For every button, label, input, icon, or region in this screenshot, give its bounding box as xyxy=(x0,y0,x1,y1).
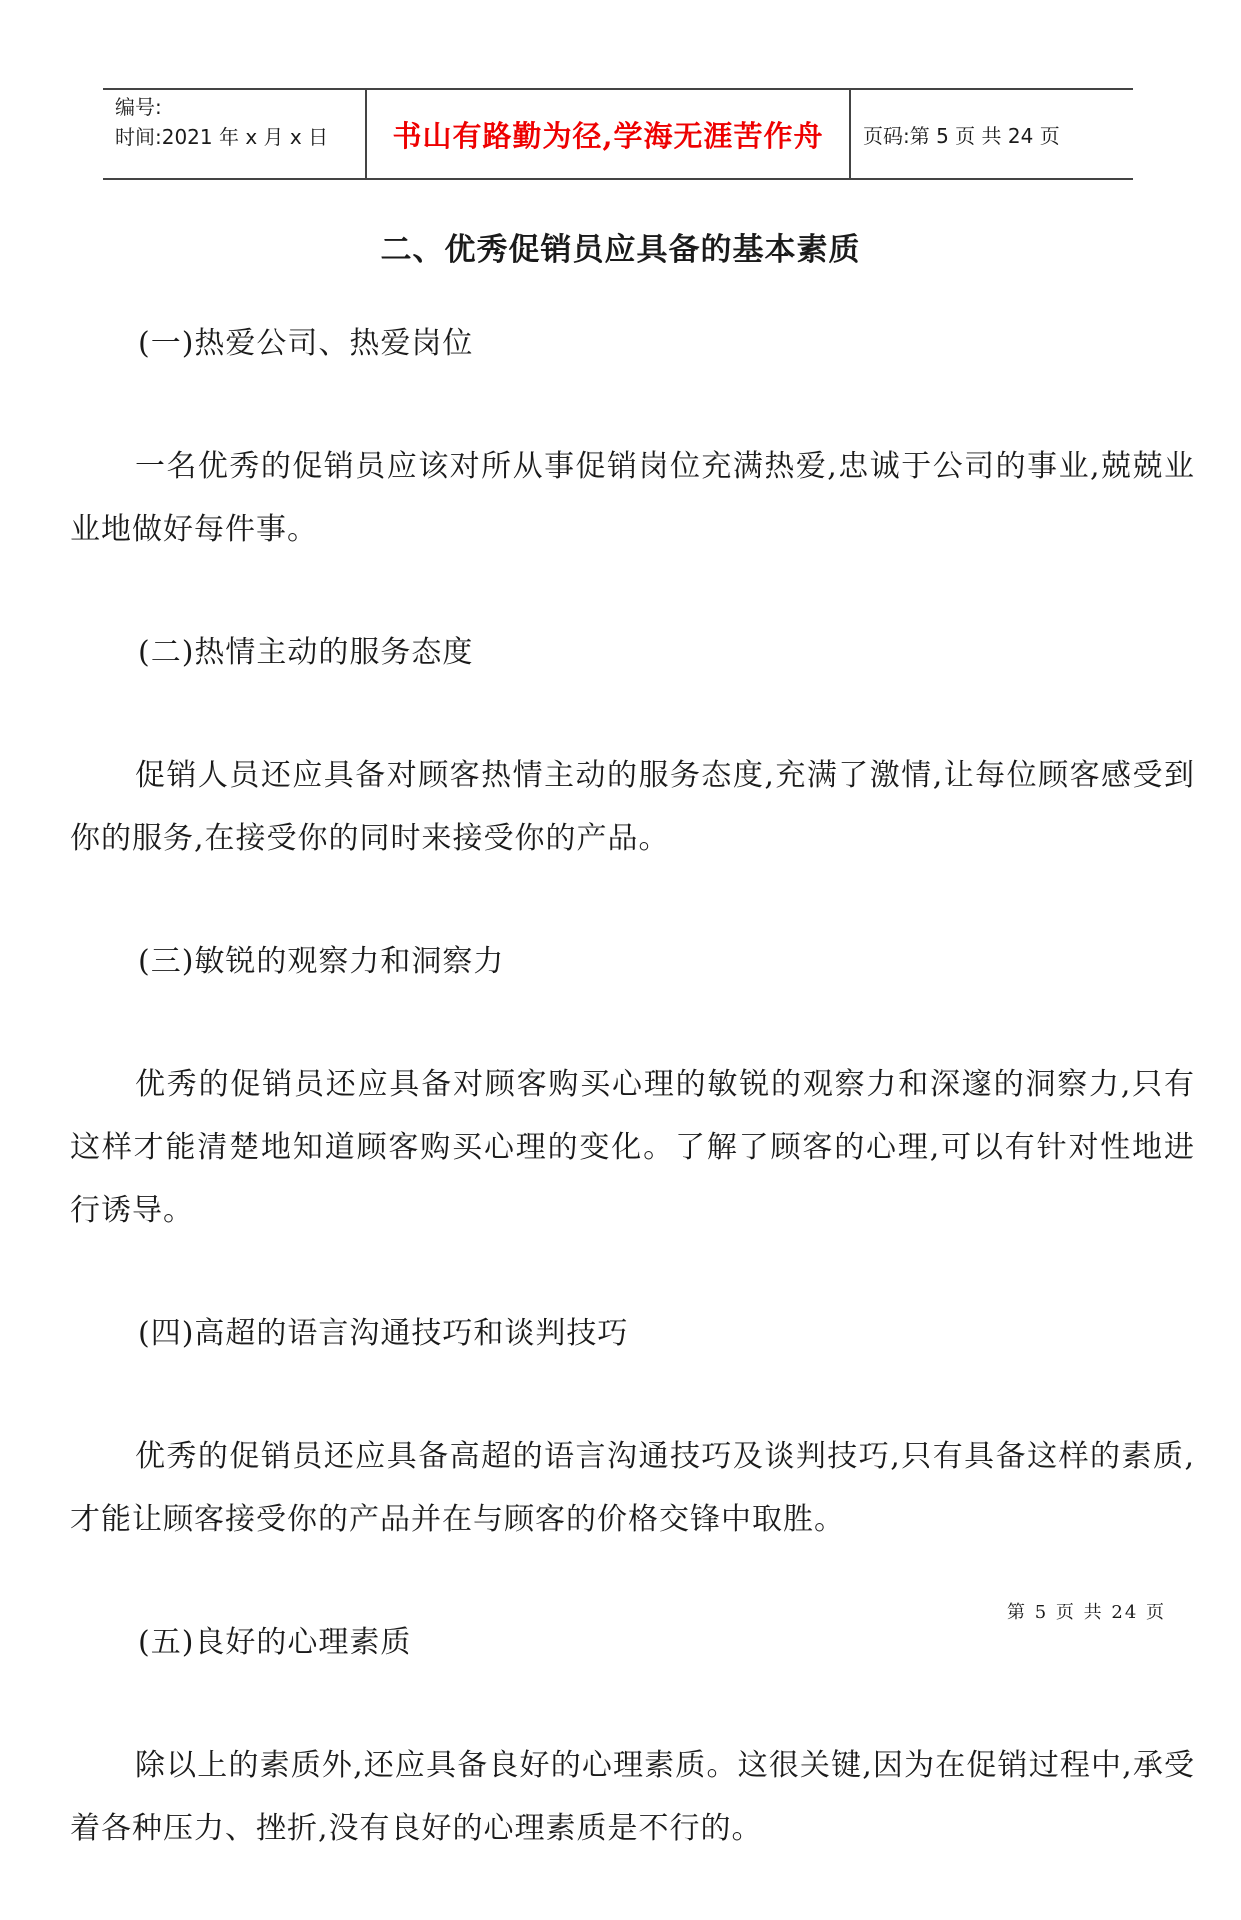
section-paragraph: 优秀的促销员还应具备高超的语言沟通技巧及谈判技巧,只有具备这样的素质,才能让顾客接受你的产品并在与顾客的价格交锋中取胜。 xyxy=(70,1439,1195,1537)
section-paragraph: 一名优秀的促销员应该对所从事促销岗位充满热爱,忠诚于公司的事业,兢兢业业地做好每件事。 xyxy=(70,449,1195,547)
header-page-info: 页码:第 5 页 共 24 页 xyxy=(863,123,1060,148)
header-motto: 书山有路勤为径,学海无涯苦作舟 xyxy=(365,90,851,178)
section-paragraph: 促销人员还应具备对顾客热情主动的服务态度,充满了激情,让每位顾客感受到你的服务,在接受你的同时来接受你的产品。 xyxy=(70,758,1195,856)
section-heading: (一)热爱公司、热爱岗位 xyxy=(138,326,474,361)
section-heading: (五)良好的心理素质 xyxy=(138,1625,412,1660)
header-meta xyxy=(103,90,365,178)
section-paragraph: 优秀的促销员还应具备对顾客购买心理的敏锐的观察力和深邃的洞察力,只有这样才能清楚地知道顾客购买心理的变化。了解了顾客的心理,可以有针对性地进行诱导。 xyxy=(70,1067,1195,1228)
time-label: 时间:2021 年 x 月 x 日 xyxy=(115,125,329,149)
document-header xyxy=(103,88,1133,180)
page-footer: 第 5 页 共 24 页 xyxy=(1007,1602,1166,1623)
section-paragraph: 除以上的素质外,还应具备良好的心理素质。这很关键,因为在促销过程中,承受着各种压力、挫折,没有良好的心理素质是不行的。 xyxy=(70,1748,1195,1846)
section-heading: (三)敏锐的观察力和洞察力 xyxy=(138,944,505,979)
section-heading: (四)高超的语言沟通技巧和谈判技巧 xyxy=(138,1316,629,1351)
document-body xyxy=(70,312,1195,1920)
page-title: 二、优秀促销员应具备的基本素质 xyxy=(380,232,861,268)
section-heading: (二)热情主动的服务态度 xyxy=(138,635,474,670)
number-label: 编号: xyxy=(115,95,162,119)
